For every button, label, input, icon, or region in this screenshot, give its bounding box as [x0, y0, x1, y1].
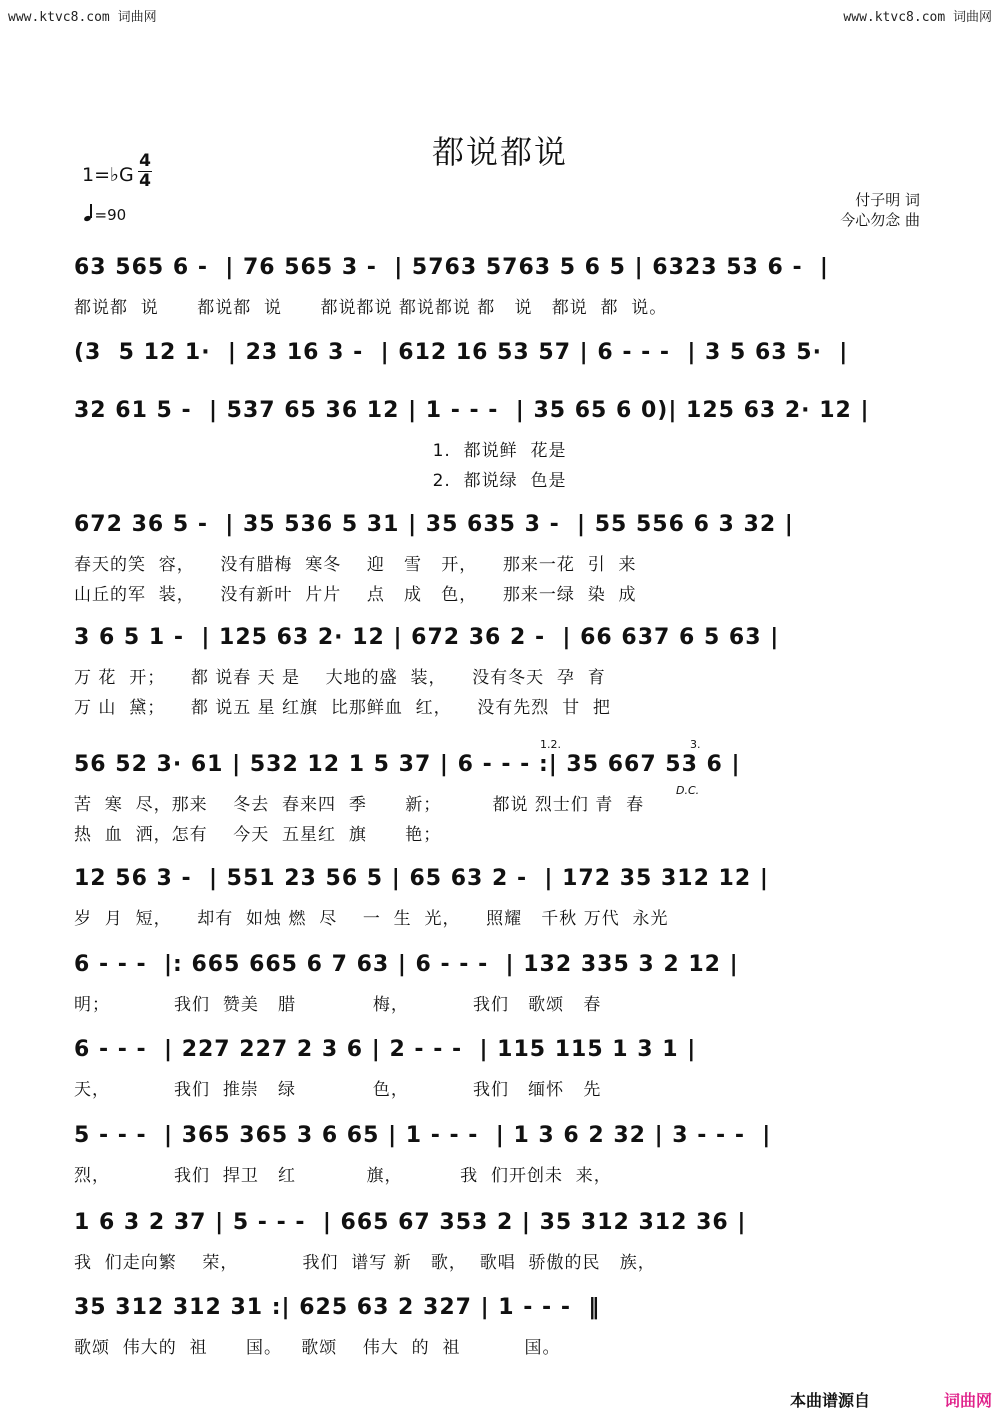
notation-row: 56 52 3· 61 | 532 12 1 5 37 | 6 - - - :| 35 667 53 6 |	[74, 752, 741, 777]
lyric-line: 万 花 开； 都 说春 天 是 大地的盛 装， 没有冬天 孕 育	[74, 668, 606, 688]
lyric-line: 我 们走向繁 荣， 我们 谱写 新 歌， 歌唱 骄傲的民 族，	[74, 1253, 656, 1273]
lyric-line: 万 山 黛； 都 说五 星 红旗 比那鲜血 红， 没有先烈 甘 把	[74, 698, 611, 718]
source-label: 本曲谱源自	[790, 1391, 871, 1410]
lyric-line: 1. 都说鲜 花是	[74, 441, 567, 461]
credits	[840, 190, 920, 230]
notation-row: 672 36 5 - | 35 536 5 31 | 35 635 3 - | 55 556 6 3 32 |	[74, 512, 794, 537]
notation-row: 63 565 6 - | 76 565 3 - | 5763 5763 5 6 5 | 6323 53 6 - |	[74, 255, 829, 280]
tempo-marking	[84, 206, 126, 224]
notation-row: 12 56 3 - | 551 23 56 5 | 65 63 2 - | 172 35 312 12 |	[74, 866, 769, 891]
lyric-line: 明； 我们 赞美 腊 梅， 我们 歌颂 春	[74, 995, 602, 1015]
quarter-note-stem	[90, 204, 92, 218]
lyric-line: 苦 寒 尽，那来 冬去 春来四 季 新； 都说 烈士们 青 春	[74, 795, 645, 815]
lyric-line: 都说都 说 都说都 说 都说都说 都说都说 都 说 都说 都 说。	[74, 298, 668, 318]
notation-row: 1 6 3 2 37 | 5 - - - | 665 67 353 2 | 35 312 312 36 |	[74, 1210, 747, 1235]
watermark-right: www.ktvc8.com 词曲网	[843, 10, 992, 25]
lyric-line: 热 血 洒，怎有 今天 五星红 旗 艳；	[74, 825, 442, 845]
notation-row: 32 61 5 - | 537 65 36 12 | 1 - - - | 35 65 6 0)| 125 63 2· 12 |	[74, 398, 870, 423]
source-logo: 词曲网	[943, 1391, 992, 1410]
lyric-line: 天， 我们 推崇 绿 色， 我们 缅怀 先	[74, 1080, 602, 1100]
page-title: 都说都说	[431, 133, 568, 172]
notation-row: 3 6 5 1 - | 125 63 2· 12 | 672 36 2 - | 66 637 6 5 63 |	[74, 625, 780, 650]
notation-row: 35 312 312 31 :| 625 63 2 327 | 1 - - - ‖	[74, 1295, 601, 1320]
key-signature: 1=♭G	[82, 164, 134, 186]
lyric-line: 山丘的军 装， 没有新叶 片片 点 成 色， 那来一绿 染 成	[74, 585, 637, 605]
volta-second: 3.	[690, 738, 701, 751]
lyric-line: 歌颂 伟大的 祖 国。 歌颂 伟大 的 祖 国。	[74, 1338, 561, 1358]
dc-marking: D.C.	[676, 784, 700, 797]
composer-credit: 今心勿念 曲	[840, 211, 920, 229]
lyric-line: 烈， 我们 捍卫 红 旗， 我 们开创未 来，	[74, 1166, 612, 1186]
notation-row: 6 - - - | 227 227 2 3 6 | 2 - - - | 115 115 1 3 1 |	[74, 1037, 697, 1062]
lyric-line: 岁 月 短， 却有 如烛 燃 尽 一 生 光， 照耀 千秋 万代 永光	[74, 909, 669, 929]
notation-row: 5 - - - | 365 365 3 6 65 | 1 - - - | 1 3 6 2 32 | 3 - - - |	[74, 1123, 772, 1148]
lyric-line: 春天的笑 容， 没有腊梅 寒冬 迎 雪 开， 那来一花 引 来	[74, 555, 637, 575]
volta-first: 1.2.	[540, 738, 561, 751]
time-signature-bottom: 4	[139, 171, 151, 191]
lyricist-credit: 付子明 词	[855, 191, 920, 209]
notation-row: (3 5 12 1· | 23 16 3 - | 612 16 53 57 | 6 - - - | 3 5 63 5· |	[74, 340, 849, 365]
tempo-value: =90	[94, 206, 127, 224]
time-signature	[138, 152, 152, 191]
lyric-line: 2. 都说绿 色是	[74, 471, 567, 491]
time-signature-top: 4	[139, 151, 151, 171]
watermark-left: www.ktvc8.com 词曲网	[8, 10, 157, 25]
notation-row: 6 - - - |: 665 665 6 7 63 | 6 - - - | 132 335 3 2 12 |	[74, 952, 739, 977]
